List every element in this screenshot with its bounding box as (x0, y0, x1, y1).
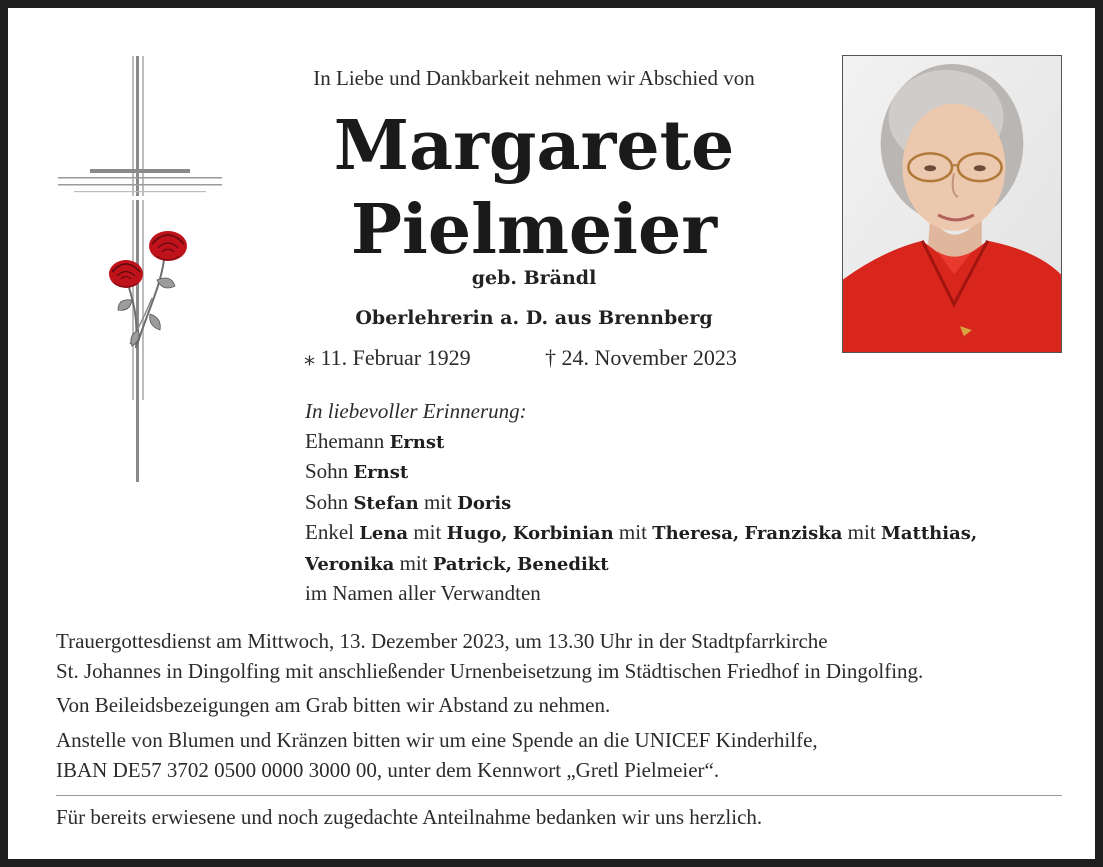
condolence-note: Von Beileidsbezeigungen am Grab bitten wir Abstand zu nehmen. (56, 693, 611, 717)
deceased-name (254, 104, 814, 272)
intro-text: In Liebe und Dankbarkeit nehmen wir Abschied von (313, 66, 755, 90)
donation-note: Anstelle von Blumen und Kränzen bitten wir um eine Spende an die UNICEF Kinderhilfe, IBAN DE57 3702 0500 0000 3000 00, unter dem Kennwort „Gretl Pielmeier“. (56, 728, 818, 782)
mourners-closing: im Namen aller Verwandten (305, 581, 541, 605)
mourner-son-1: Sohn Ernst (305, 459, 409, 483)
mourners-heading: In liebevoller Erinnerung: (305, 399, 527, 423)
last-name: Pielmeier (350, 190, 718, 270)
funeral-service-note: Trauergottesdienst am Mittwoch, 13. Dezember 2023, um 13.30 Uhr in der Stadtpfarrkirche St. Johannes in Dingolfing mit anschließender Urnenbeisetzung im Städtischen Friedhof in Dingolfing. (56, 629, 924, 683)
cross-with-roses-icon (52, 48, 232, 488)
mourner-son-2: Sohn Stefan mit Doris (305, 489, 512, 514)
birth-date: ⁎ 11. Februar 1929 (304, 345, 471, 370)
thanks-note: Für bereits erwiesene und noch zugedachte Anteilnahme bedanken wir uns herzlich. (56, 805, 763, 829)
portrait-photo (842, 55, 1062, 353)
divider (56, 795, 1062, 796)
mourner-husband: Ehemann Ernst (305, 428, 445, 453)
mourner-grandchildren-2: Veronika mit Patrick, Benedikt (305, 550, 609, 575)
profession: Oberlehrerin a. D. aus Brennberg (355, 307, 713, 329)
birth-name: geb. Brändl (471, 267, 597, 289)
first-name: Margarete (333, 106, 735, 186)
mourners-list (305, 397, 1055, 609)
death-date: † 24. November 2023 (545, 345, 737, 370)
mourner-grandchildren-1: Enkel Lena mit Hugo, Korbinian mit Theresa, Franziska mit Matthias, (305, 520, 978, 544)
